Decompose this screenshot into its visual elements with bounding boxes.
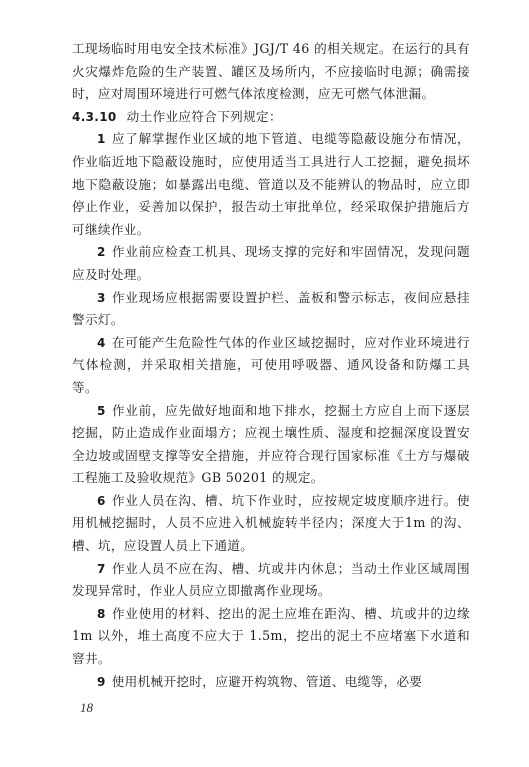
item-number: 2 [97,245,106,260]
item-number: 6 [97,493,106,508]
list-item-9 [72,671,470,694]
list-item-2 [72,241,470,286]
item-number: 9 [97,674,106,689]
item-number: 7 [97,561,106,576]
item-text: 作业人员在沟、槽、坑下作业时，应按规定坡度顺序进行。使用机械挖掘时，人员不应进入机械旋转半径内；深度大于1m 的沟、槽、坑，应设置人员上下通道。 [72,492,470,554]
item-text: 应了解掌握作业区域的地下管道、电缆等隐蔽设施分布情况，作业临近地下隐蔽设施时，应使用适当工具进行人工挖掘，避免损坏地下隐蔽设施；如暴露出电缆、管道以及不能辨认的物品时，应立即停止作业，妥善加以保护，报告动土审批单位，经采取保护措施后方可继续作业。 [72,131,470,237]
list-item-6 [72,490,470,558]
item-text: 作业现场应根据需要设置护栏、盖板和警示标志，夜间应悬挂警示灯。 [72,289,470,328]
item-number: 4 [97,335,106,350]
page-number: 18 [80,700,93,715]
continuation-paragraph: 工现场临时用电安全技术标准》JGJ/T 46 的相关规定。在运行的具有火灾爆炸危险的生产装置、罐区及场所内，不应接临时电源；确需接时，应对周围环境进行可燃气体浓度检测，应无可燃气体泄漏。 [72,41,470,102]
item-number: 5 [97,403,106,418]
list-item-8 [72,603,470,671]
clause-number: 4.3.10 [72,109,117,124]
list-item-1 [72,128,470,241]
list-item-5 [72,400,470,490]
item-text: 作业前，应先做好地面和地下排水，挖掘土方应自上而下逐层挖掘，防止造成作业面塌方；应视土壤性质、湿度和挖掘深度设置安全边坡或固壁支撑等安全措施，并应符合现行国家标准《土方与爆破工程施工及验收规范》GB 50201 的规定。 [72,402,470,486]
item-text: 作业前应检查工机具、现场支撑的完好和牢固情况，发现问题应及时处理。 [72,244,470,282]
item-text: 在可能产生危险性气体的作业区域挖掘时，应对作业环境进行气体检测，并采取相关措施，可使用呼吸器、通风设备和防爆工具等。 [72,334,470,395]
item-number: 3 [97,290,106,305]
list-item-4 [72,332,470,400]
document-page [72,38,470,693]
list-item-3 [72,287,470,332]
item-text: 使用机械开挖时，应避开构筑物、管道、电缆等，必要 [111,673,423,689]
clause-title: 动土作业应符合下列规定： [126,108,282,124]
item-text: 作业人员不应在沟、槽、坑或井内休息；当动土作业区域周围发现异常时，作业人员应立即撤离作业现场。 [72,560,470,599]
item-number: 1 [97,132,106,147]
item-number: 8 [97,606,106,621]
item-text: 作业使用的材料、挖出的泥土应堆在距沟、槽、坑或井的边缘 1m 以外，堆土高度不应大于 1.5m，挖出的泥土不应堵塞下水道和窨井。 [72,605,470,667]
clause-heading [72,106,470,129]
list-item-7 [72,558,470,603]
